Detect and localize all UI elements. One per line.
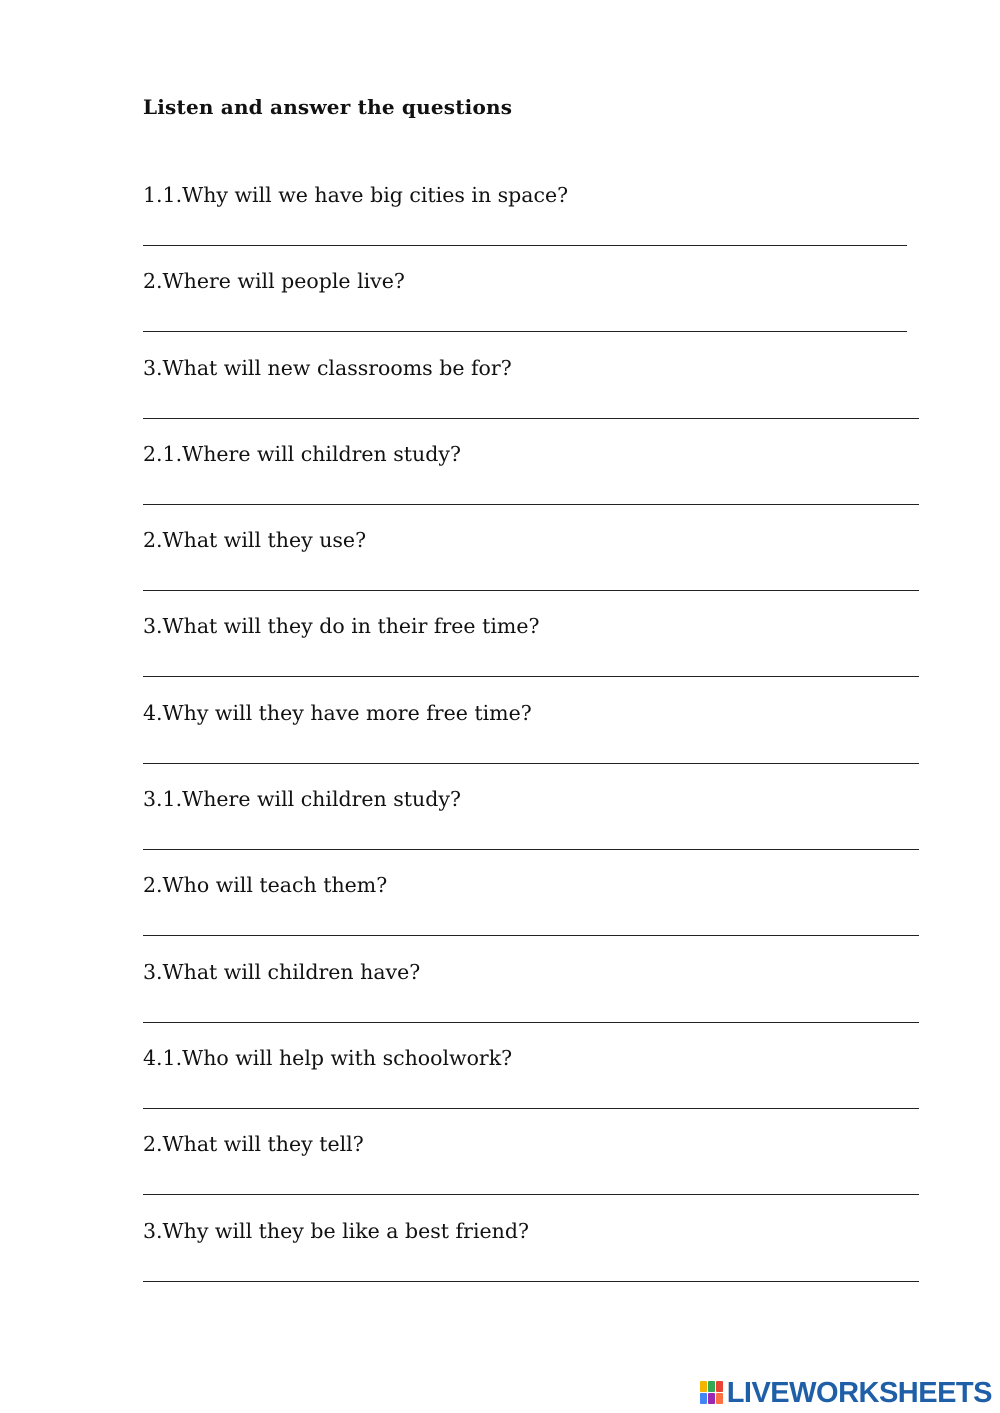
worksheet-title: Listen and answer the questions <box>143 95 513 119</box>
question-text: 2.What will they tell? <box>143 1132 364 1157</box>
question-text: 2.1.Where will children study? <box>143 441 461 466</box>
question-text: 3.1.Where will children study? <box>143 787 461 812</box>
question-item <box>143 1043 919 1129</box>
question-text: 3.What will children have? <box>143 959 421 984</box>
answer-line[interactable] <box>143 418 919 419</box>
question-item <box>143 439 919 525</box>
question-text: 1.1.Why will we have big cities in space? <box>143 183 569 207</box>
question-text: 4.Why will they have more free time? <box>143 700 532 725</box>
question-text: 2.Where will people live? <box>143 269 405 294</box>
liveworksheets-logo-icon <box>700 1381 724 1405</box>
question-item <box>143 1129 919 1215</box>
question-item <box>143 1216 919 1302</box>
answer-line[interactable] <box>143 763 919 764</box>
answer-line[interactable] <box>143 849 919 850</box>
question-item <box>143 611 919 697</box>
question-item <box>143 266 919 352</box>
logo-text: LIVEWORKSHEETS <box>726 1376 992 1409</box>
question-item <box>143 957 919 1043</box>
answer-line[interactable] <box>143 935 919 936</box>
question-list <box>143 180 919 1302</box>
answer-line[interactable] <box>143 590 919 591</box>
question-item <box>143 180 919 266</box>
question-item <box>143 525 919 611</box>
question-text: 3.Why will they be like a best friend? <box>143 1218 529 1243</box>
question-item <box>143 353 919 439</box>
question-text: 4.1.Who will help with schoolwork? <box>143 1045 513 1070</box>
answer-line[interactable] <box>143 676 919 677</box>
question-text: 3.What will new classrooms be for? <box>143 355 512 380</box>
question-text: 2.Who will teach them? <box>143 873 388 898</box>
question-text: 3.What will they do in their free time? <box>143 614 540 639</box>
liveworksheets-logo <box>700 1377 992 1409</box>
answer-line[interactable] <box>143 1194 919 1195</box>
question-text: 2.What will they use? <box>143 528 367 553</box>
question-item <box>143 870 919 956</box>
answer-line[interactable] <box>143 504 919 505</box>
answer-line[interactable] <box>143 1022 919 1023</box>
answer-line[interactable] <box>143 1281 919 1282</box>
answer-line[interactable] <box>143 1108 919 1109</box>
answer-line[interactable] <box>143 331 907 332</box>
question-item <box>143 784 919 870</box>
question-item <box>143 698 919 784</box>
answer-line[interactable] <box>143 245 907 246</box>
